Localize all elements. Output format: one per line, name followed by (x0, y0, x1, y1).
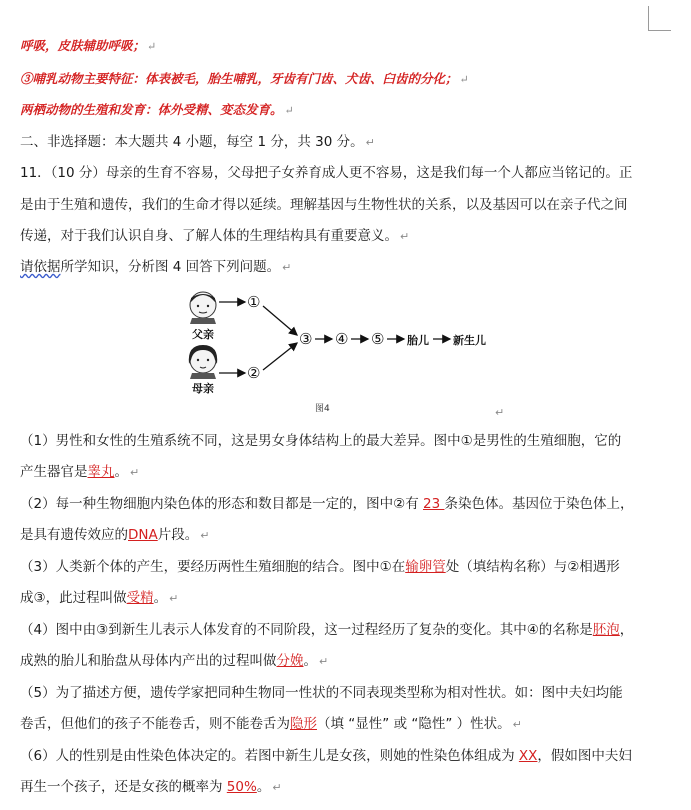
newborn-label: 新生儿 (453, 334, 486, 347)
node-1: ① (247, 293, 261, 311)
q11-instruction: 请依据所学知识，分析图 4 回答下列问题。 ↵ (20, 259, 292, 275)
paragraph-mark: ↵ (272, 781, 282, 794)
paragraph-mark: ↵ (400, 230, 410, 243)
q4-line-2: 成熟的胎儿和胎盘从母体内产出的过程叫做分娩。 ↵ (20, 653, 329, 669)
paragraph-mark: ↵ (130, 466, 140, 479)
q1-line-2: 产生器官是睾丸。 ↵ (20, 464, 140, 480)
answer-q2-1: 23 (422, 496, 445, 512)
q11-intro-line-3: 传递，对于我们认识自身、了解人体的生理结构具有重要意义。 ↵ (20, 228, 410, 244)
arrow-2-to-3 (263, 343, 297, 370)
spellcheck-underlined-text: 请依据 (20, 259, 61, 275)
answer-q4-1: 胚泡 (592, 622, 620, 638)
node-5: ⑤ (371, 330, 385, 348)
arrow-1-to-3 (263, 306, 297, 335)
q1-line-1: （1）男性和女性的生殖系统不同，这是男女身体结构上的最大差异。图中①是男性的生殖细胞，它的 (20, 433, 622, 449)
node-4: ④ (335, 330, 349, 348)
q11-intro-line-2: 是由于生殖和遗传，我们的生命才得以延续。理解基因与生物性状的关系，以及基因可以在亲子代之间 (20, 197, 628, 213)
q5-line-2: 卷舌，但他们的孩子不能卷舌，则不能卷舌为隐形（填 “显性” 或 “隐性” ）性状。 ↵ (20, 716, 522, 732)
q6-line-2: 再生一个孩子，还是女孩的概率为 50%。 ↵ (20, 779, 282, 795)
note-line-3: 两栖动物的生殖和发育：体外受精、变态发育。 ↵ (20, 102, 294, 117)
answer-q3-2: 受精 (126, 590, 154, 606)
section-heading: 二、非选择题：本大题共 4 小题，每空 1 分，共 30 分。 ↵ (20, 134, 375, 150)
paragraph-mark: ↵ (200, 529, 210, 542)
q4-line-1: （4）图中由③到新生儿表示人体发育的不同阶段，这一过程经历了复杂的变化。其中④的名称是胚泡， (20, 622, 634, 638)
q2-line-2: 是具有遗传效应的DNA片段。 ↵ (20, 527, 210, 543)
father-label: 父亲 (192, 328, 214, 341)
paragraph-mark: ↵ (365, 136, 375, 149)
q3-line-2: 成③，此过程叫做受精。 ↵ (20, 590, 179, 606)
figure-4-diagram (175, 290, 505, 415)
paragraph-mark: ↵ (319, 655, 329, 668)
paragraph-mark: ↵ (282, 261, 292, 274)
paragraph-mark: ↵ (459, 73, 469, 86)
paragraph-mark: ↵ (169, 592, 179, 605)
paragraph-mark: ↵ (147, 40, 157, 53)
node-3: ③ (299, 330, 313, 348)
figure-4 (175, 290, 505, 415)
page-corner-mark (648, 6, 671, 31)
answer-q6-2: 50% (226, 779, 257, 795)
figure-caption: 图4 (315, 404, 330, 414)
q3-line-1: （3）人类新个体的产生，要经历两性生殖细胞的结合。图中①在输卵管处（填结构名称）与②相遇形 (20, 559, 620, 575)
answer-q3-1: 输卵管 (405, 559, 446, 575)
answer-q5: 隐形 (290, 716, 317, 732)
node-2: ② (247, 364, 261, 382)
paragraph-mark: ↵ (284, 104, 294, 117)
father-portrait-icon (190, 292, 216, 324)
note-line-1: 呼吸，皮肤辅助呼吸； ↵ (20, 38, 157, 53)
note-line-2: ③哺乳动物主要特征：体表被毛，胎生哺乳，牙齿有门齿、犬齿、臼齿的分化； ↵ (20, 71, 469, 86)
paragraph-mark: ↵ (512, 718, 522, 731)
answer-q1: 睾丸 (87, 464, 115, 480)
answer-q6-1: XX (518, 748, 538, 764)
paragraph-mark: ↵ (495, 406, 505, 419)
answer-q4-2: 分娩 (276, 653, 304, 669)
answer-q2-2: DNA (128, 527, 158, 543)
fetus-label: 胎儿 (407, 334, 429, 347)
mother-portrait-icon (189, 345, 217, 379)
q11-intro-line-1: 11．（10 分）母亲的生育不容易，父母把子女养育成人更不容易，这是我们每一个人都应当铭记的。正 (20, 165, 633, 181)
q5-line-1: （5）为了描述方便，遗传学家把同种生物同一性状的不同表现类型称为相对性状。如：图中夫妇均能 (20, 685, 623, 701)
mother-label: 母亲 (192, 382, 214, 395)
q2-line-1: （2）每一种生物细胞内染色体的形态和数目都是一定的，图中②有 23 条染色体。基因位于染色体上， (20, 496, 634, 512)
q6-line-1: （6）人的性别是由性染色体决定的。若图中新生儿是女孩，则她的性染色体组成为 XX，假如图中夫妇 (20, 748, 632, 764)
